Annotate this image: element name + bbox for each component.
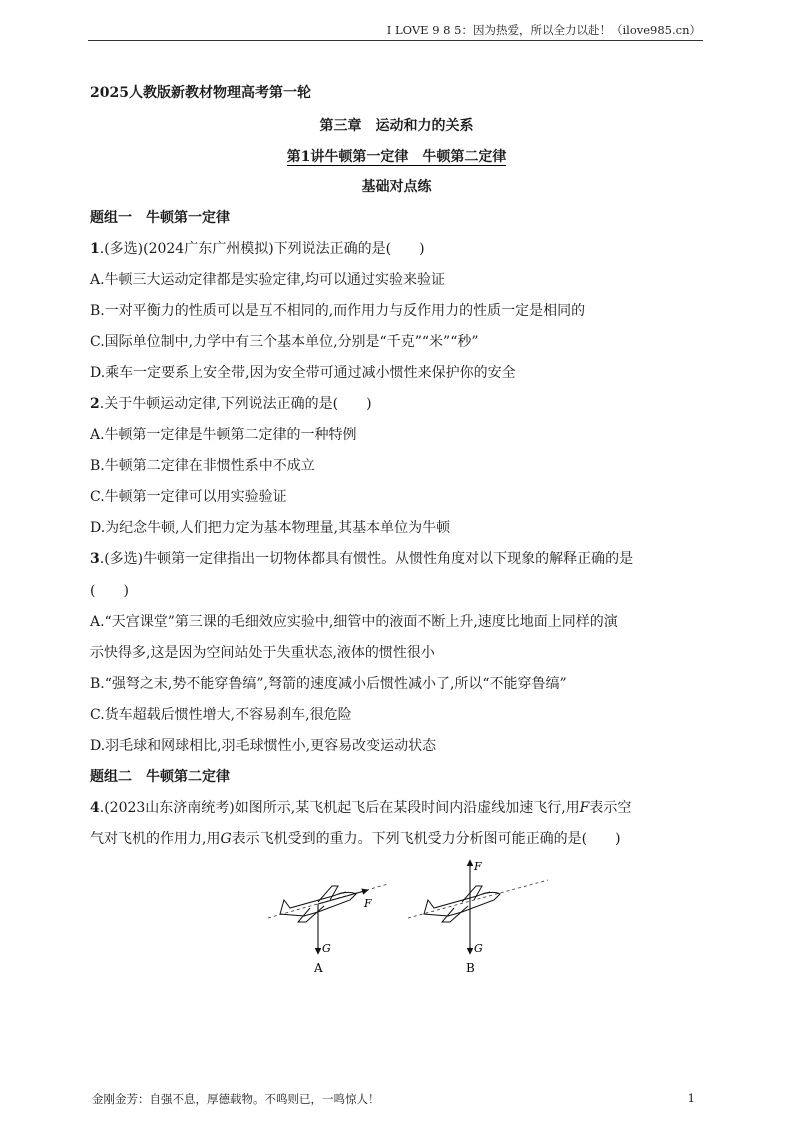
question-3-option-a-line-2: 示快得多,这是因为空间站处于失重状态,液体的惯性很小 [90, 645, 435, 661]
question-3-answer-bracket: ( ) [90, 583, 129, 599]
question-4-text-2: 表示空 [589, 800, 632, 816]
question-1-option-a: A.牛顿三大运动定律都是实验定律,均可以通过实验来验证 [90, 272, 446, 288]
question-4-symbol-g: G [220, 831, 232, 847]
question-1-stem [90, 238, 425, 258]
lesson-title [0, 146, 793, 166]
question-2-text: .关于牛顿运动定律,下列说法正确的是( ) [99, 396, 372, 412]
question-1-text: .(多选)(2024广东广州模拟)下列说法正确的是( ) [99, 241, 425, 257]
question-3-option-d: D.羽毛球和网球相比,羽毛球惯性小,更容易改变运动状态 [90, 738, 437, 754]
page-footer-motto: 金刚金芳：自强不息，厚德载物。不鸣则已，一鸣惊人！ [92, 1092, 380, 1106]
diagram-a [268, 884, 388, 975]
lesson-title-text: 第1讲牛顿第一定律 牛顿第二定律 [286, 149, 507, 165]
question-1-option-b: B.一对平衡力的性质可以是互不相同的,而作用力与反作用力的性质一定是相同的 [90, 303, 586, 319]
question-2-option-d: D.为纪念牛顿,人们把力定为基本物理量,其基本单位为牛顿 [90, 520, 451, 536]
question-2-option-c: C.牛顿第一定律可以用实验验证 [90, 489, 287, 505]
question-4-symbol-f: F [579, 800, 590, 816]
airplane-b-icon [424, 886, 500, 922]
page-number: 1 [687, 1091, 695, 1105]
question-4-text-1: .(2023山东济南统考)如图所示,某飞机起飞后在某段时间内沿虚线加速飞行,用 [99, 800, 580, 816]
page-header: I LOVE 9 8 5：因为热爱，所以全力以赴！（ilove985.cn） [386, 23, 701, 37]
question-1-number: 1 [90, 241, 100, 257]
force-f-label-a: F [364, 897, 372, 910]
question-2-number: 2 [90, 396, 100, 412]
group-1-heading: 题组一 牛顿第一定律 [90, 210, 230, 226]
diagram-label-a: A [314, 961, 323, 975]
question-3-stem [90, 548, 633, 568]
question-1-option-d: D.乘车一定要系上安全带,因为安全带可通过减小惯性来保护你的安全 [90, 365, 516, 381]
diagram-label-b: B [466, 961, 475, 975]
chapter-title: 第三章 运动和力的关系 [319, 118, 474, 134]
question-2-option-b: B.牛顿第二定律在非惯性系中不成立 [90, 458, 315, 474]
question-2-option-a: A.牛顿第一定律是牛顿第二定律的一种特例 [90, 427, 357, 443]
group-2-heading: 题组二 牛顿第二定律 [90, 769, 230, 785]
force-g-label-a: G [322, 942, 331, 955]
force-f-arrow-a [318, 890, 368, 904]
force-f-label-b: F [474, 860, 482, 873]
question-4-stem-line-2 [90, 828, 621, 848]
force-diagram-figure [258, 856, 558, 981]
question-4-text-3: 气对飞机的作用力,用 [90, 831, 221, 847]
question-3-option-b: B.“强弩之末,势不能穿鲁缟”,弩箭的速度减小后惯性减小了,所以“不能穿鲁缟” [90, 676, 567, 692]
question-3-text: .(多选)牛顿第一定律指出一切物体都具有惯性。从惯性角度对以下现象的解释正确的是 [99, 551, 634, 567]
diagram-b [408, 860, 548, 975]
question-3-number: 3 [90, 551, 100, 567]
question-4-text-4: 表示飞机受到的重力。下列飞机受力分析图可能正确的是( ) [231, 831, 621, 847]
force-g-label-b: G [474, 942, 483, 955]
question-2-stem [90, 393, 372, 413]
section-title: 基础对点练 [361, 179, 432, 195]
question-1-option-c: C.国际单位制中,力学中有三个基本单位,分别是“千克”“米”“秒” [90, 334, 479, 350]
header-rule [88, 40, 703, 41]
document-title: 2025人教版新教材物理高考第一轮 [90, 85, 311, 101]
question-4-number: 4 [90, 800, 100, 816]
question-3-option-c: C.货车超载后惯性增大,不容易刹车,很危险 [90, 707, 352, 723]
question-4-stem [90, 797, 631, 817]
question-3-option-a-line-1: A.“天宫课堂”第三课的毛细效应实验中,细管中的液面不断上升,速度比地面上同样的演 [90, 614, 618, 630]
